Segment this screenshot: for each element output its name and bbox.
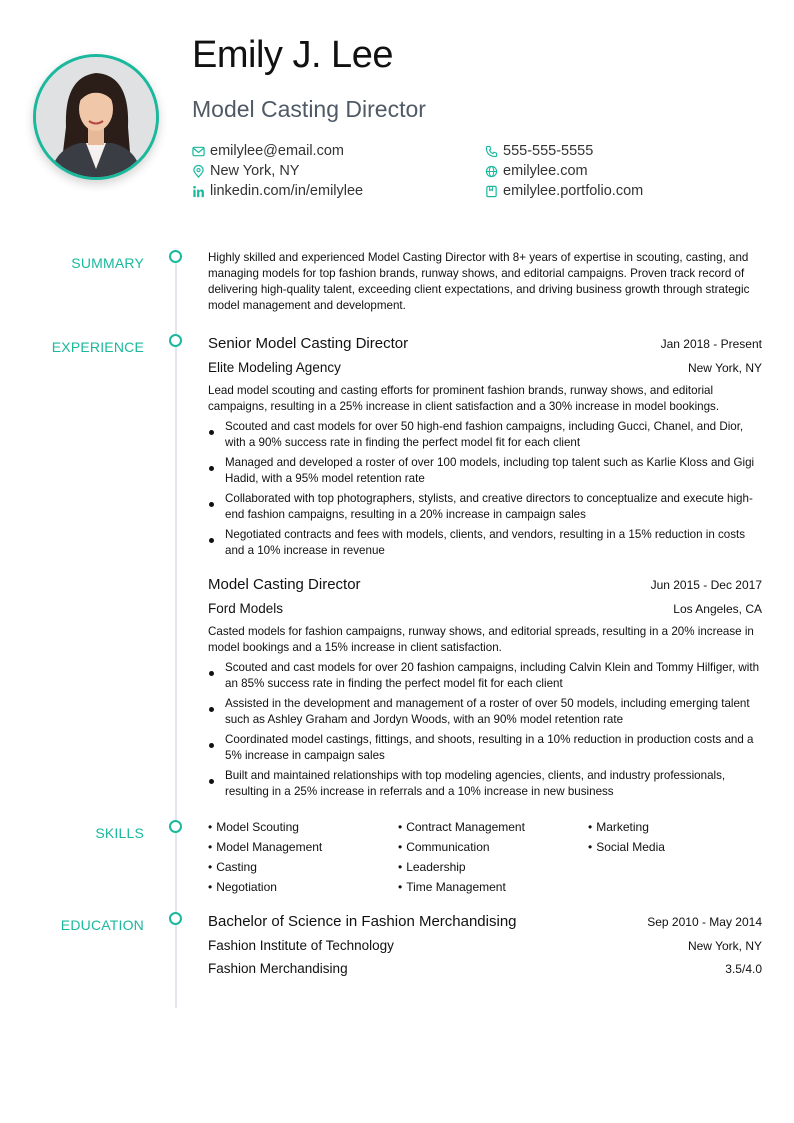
education-field: Fashion Merchandising [208,961,348,976]
skill-item: • Casting [208,860,257,874]
summary-text: Highly skilled and experienced Model Casting Director with 8+ years of expertise in scouting, casting, and managing models for top fashion brands, runway shows, and editorial campaigns. Proven track record of delivering high-quality talent, exceeding client expectations, and driving business growth through strategic model management and development. [208,251,750,312]
job-1-description: Lead model scouting and casting efforts for prominent fashion brands, runway shows, and editorial campaigns, resulting in a 25% increase in client satisfaction and a 30% increase in model bookings. [208,384,720,413]
education-location: New York, NY [687,939,762,953]
skills-timeline-dot [169,820,182,833]
contact-linkedin-text: linkedin.com/in/emilylee [210,183,364,199]
contact-portfolio[interactable] [485,183,643,199]
linkedin-icon [192,185,205,198]
location-pin-icon [192,165,205,178]
contact-website[interactable] [485,163,588,179]
list-item: Assisted in the development and management of a roster of over 50 models, including emerging talent such as Ashley Graham and Jordyn Woods, with an 90% model retention rate [208,696,762,728]
timeline-line [175,256,177,1008]
skill-item: • Contract Management [398,820,525,834]
contact-portfolio-text: emilylee.portfolio.com [503,183,644,199]
globe-icon [485,165,498,178]
job-2-bullets [208,660,762,804]
job-1-dates: Jan 2018 - Present [660,337,762,351]
skill-item: • Negotiation [208,880,277,894]
experience-timeline-dot [169,334,182,347]
job-1-bullets [208,419,762,563]
education-detail [208,961,762,976]
skill-item: • Model Scouting [208,820,299,834]
education-subheader [208,938,762,953]
list-item: Built and maintained relationships with top modeling agencies, clients, and industry professionals, resulting in a 25% increase in referrals and a 10% increase in new business [208,768,762,800]
job-2-subheader [208,601,762,616]
contact-email[interactable] [192,143,344,159]
summary-timeline-dot [169,250,182,263]
list-item: Negotiated contracts and fees with models, clients, and vendors, resulting in a 15% reduction in costs and a 10% increase in revenue [208,527,762,559]
section-label-summary: SUMMARY [71,255,144,271]
phone-icon [485,145,498,158]
list-item: Collaborated with top photographers, stylists, and creative directors to conceptualize and execute high-end fashion campaigns, resulting in a 20% increase in campaign sales [208,491,762,523]
list-item: Coordinated model castings, fittings, and shoots, resulting in a 10% reduction in production costs and a 5% increase in campaign sales [208,732,762,764]
education-header [208,913,762,930]
contact-linkedin[interactable] [192,183,363,199]
section-label-education: EDUCATION [60,917,144,933]
skill-item: • Time Management [398,880,506,894]
list-item: Managed and developed a roster of over 100 models, including top talent such as Karlie Kloss and Gigi Hadid, with a 95% model retention rate [208,455,762,487]
job-2-dates: Jun 2015 - Dec 2017 [650,578,762,592]
mail-icon [192,145,205,158]
contact-email-text: emilylee@email.com [210,143,344,159]
job-1-subheader [208,360,762,375]
candidate-name: Emily J. Lee [192,34,393,76]
job-1-role: Senior Model Casting Director [208,335,409,352]
skill-item: • Marketing [588,820,649,834]
education-gpa: 3.5/4.0 [725,962,762,976]
section-label-experience: EXPERIENCE [51,339,144,355]
profile-photo [33,54,159,180]
education-dates: Sep 2010 - May 2014 [647,915,762,929]
skill-item: • Social Media [588,840,665,854]
job-1-header [208,335,762,352]
list-item: Scouted and cast models for over 20 fashion campaigns, including Calvin Klein and Tommy Hilfiger, with an 85% success rate in finding the perfect model fit for each client [208,660,762,692]
contact-location [192,163,299,179]
section-label-skills: SKILLS [95,825,144,841]
contact-phone[interactable] [485,143,593,159]
candidate-title: Model Casting Director [192,96,426,122]
portrait-image [36,57,156,177]
job-2-company: Ford Models [208,601,284,616]
skill-item: • Model Management [208,840,322,854]
education-degree: Bachelor of Science in Fashion Merchandising [208,913,517,930]
contact-website-text: emilylee.com [503,163,588,179]
skill-item: • Leadership [398,860,466,874]
portfolio-icon [485,185,498,198]
list-item: Scouted and cast models for over 50 high-end fashion campaigns, including Gucci, Chanel, and Dior, with a 90% success rate in finding the perfect model fit for each client [208,419,762,451]
job-2-role: Model Casting Director [208,576,361,593]
contact-location-text: New York, NY [210,163,300,179]
job-1-company: Elite Modeling Agency [208,360,341,375]
job-1-location: New York, NY [687,361,762,375]
job-2-location: Los Angeles, CA [673,602,762,616]
skill-item: • Communication [398,840,490,854]
job-2-header [208,576,762,593]
job-2-description: Casted models for fashion campaigns, runway shows, and editorial spreads, resulting in a 20% increase in model bookings and a 15% increase in client satisfaction. [208,625,754,654]
education-school: Fashion Institute of Technology [208,938,394,953]
contact-phone-text: 555-555-5555 [503,143,594,159]
education-timeline-dot [169,912,182,925]
